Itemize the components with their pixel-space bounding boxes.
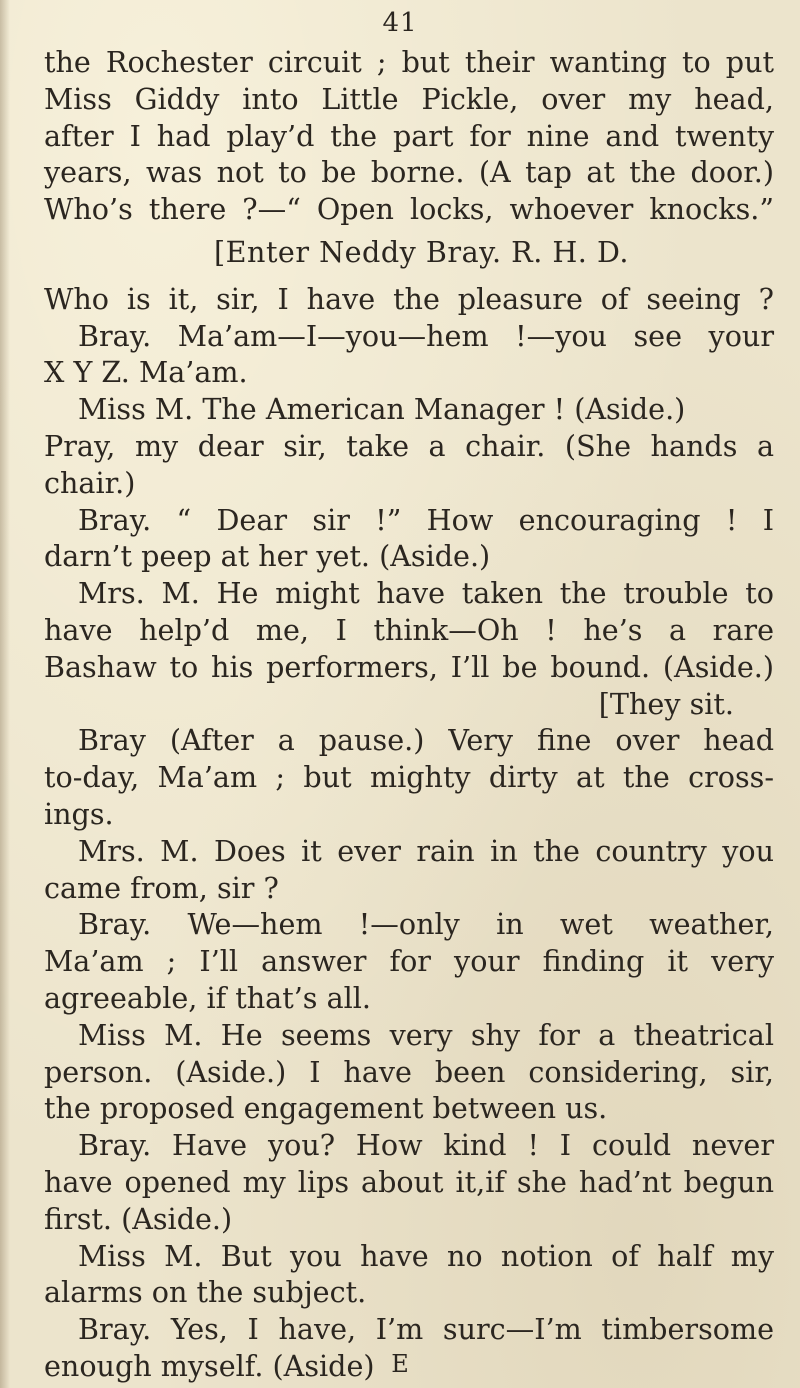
speech-line: Mrs. M. He might have taken the trouble to [78,576,774,611]
text-line: ings. [44,796,114,831]
speech-line: Bray. Ma’am—I—you—hem !—you see your [78,318,774,353]
text-line: have help’d me, I think—Oh ! he’s a rare [44,612,774,647]
stage-direction-enter: [Enter Neddy Bray. R. H. D. [214,234,629,269]
speech-line: Bray. Have you? How kind ! I could never [78,1128,774,1163]
page-number: 41 [382,8,418,38]
text-line: Pray, my dear sir, take a chair. (She hands a [44,428,774,463]
text-line: alarms on the subject. [44,1275,367,1310]
text-line: years, was not to be borne. (A tap at the door.) [44,155,774,190]
text-line: Who’s there ?—“ Open locks, whoever knocks.” [44,192,774,227]
text-line: to-day, Ma’am ; but mighty dirty at the cross- [44,760,774,795]
text-line: came from, sir ? [44,870,279,905]
speech-line: Bray. “ Dear sir !” How encouraging ! I [78,502,774,537]
text-line: the proposed engagement between us. [44,1091,608,1126]
signature-mark: E [391,1350,409,1378]
speech-line: Bray (After a pause.) Very fine over head [78,723,774,758]
text-line: Bashaw to his performers, I’ll be bound. (Aside.) [44,649,774,684]
text-line: after I had play’d the part for nine and twenty [44,118,774,153]
text-line: person. (Aside.) I have been considering, sir, [44,1054,774,1089]
speech-line: Miss M. But you have no notion of half my [78,1238,774,1273]
page-text [44,44,774,1385]
text-line: enough myself. (Aside) [44,1348,375,1383]
text-line: Miss Giddy into Little Pickle, over my head, [44,81,774,116]
speech-line: Mrs. M. Does it ever rain in the country you [78,833,774,868]
text-line: Who is it, sir, I have the pleasure of seeing ? [44,281,774,316]
stage-direction: [They sit. [598,686,734,721]
speech-line: Bray. We—hem !—only in wet weather, [78,907,774,942]
text-line: have opened my lips about it,if she had’nt begun [44,1164,774,1199]
text-line: chair.) [44,465,136,500]
speech-line: Bray. Yes, I have, I’m surc—I’m timbersome [78,1312,774,1347]
text-line: first. (Aside.) [44,1201,233,1236]
text-line: the Rochester circuit ; but their wanting to put [44,45,774,79]
text-line: agreeable, if that’s all. [44,980,371,1015]
text-line: X Y Z. Ma’am. [44,355,248,390]
text-line: darn’t peep at her yet. (Aside.) [44,539,491,574]
text-line: Ma’am ; I’ll answer for your finding it very [44,944,774,979]
speech-line: Miss M. He seems very shy for a theatrical [78,1017,774,1052]
page-edge-shadow [0,0,10,1388]
speech-line: Miss M. The American Manager ! (Aside.) [78,392,686,427]
